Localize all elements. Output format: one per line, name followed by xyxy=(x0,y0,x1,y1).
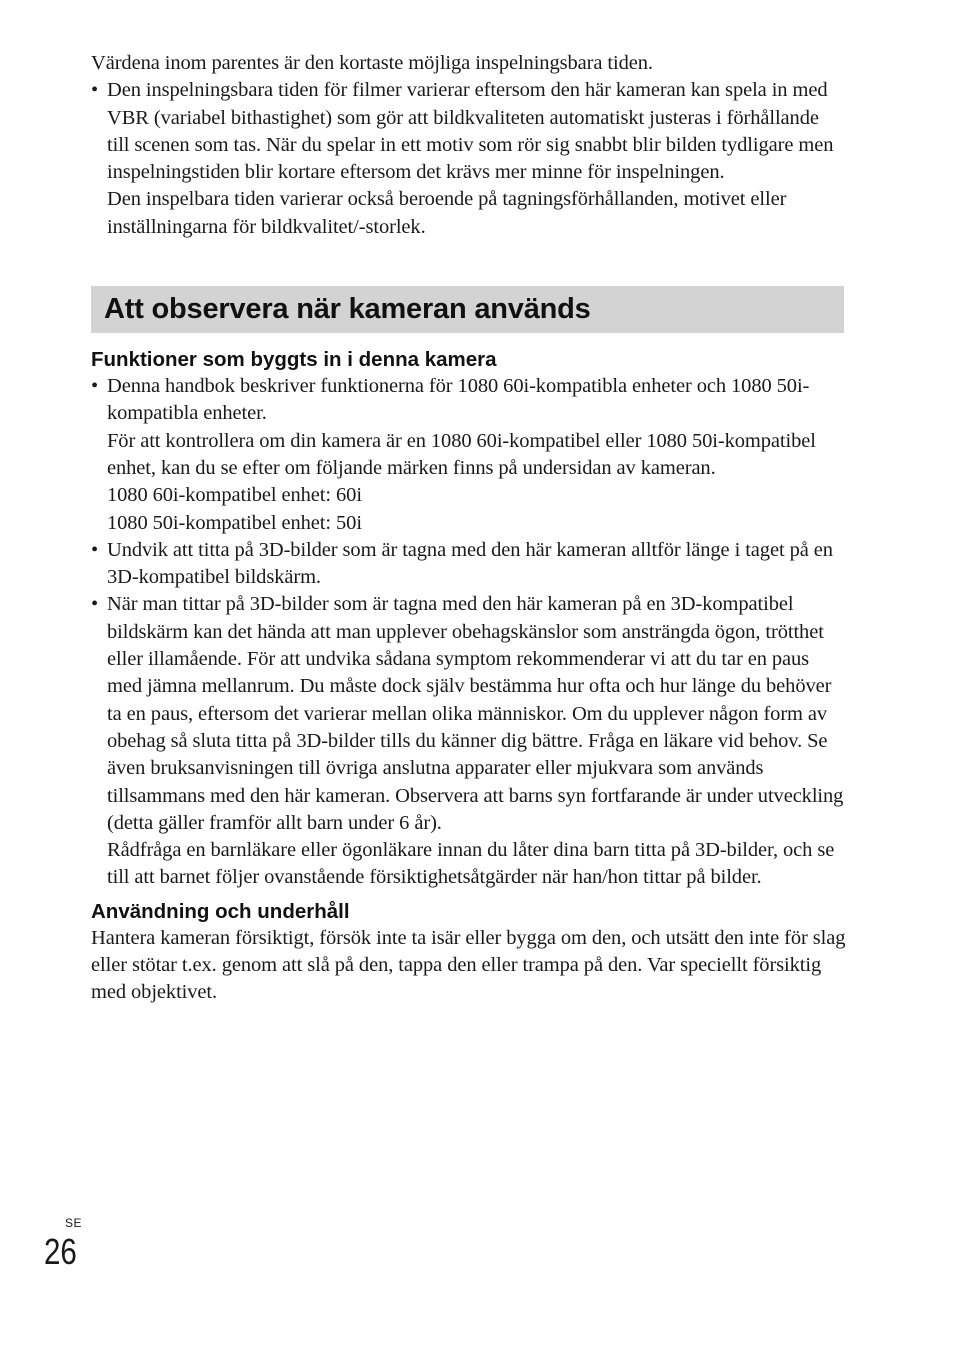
bullet-paragraph: Denna handbok beskriver funktionerna för 1080 60i-kompatibla enheter och 1080 50i-kompatibla enheter. xyxy=(107,375,810,425)
features-bullet-3d-discomfort xyxy=(91,591,846,891)
bullet-paragraph: För att kontrollera om din kamera är en 1080 60i-kompatibel eller 1080 50i-kompatibel enhet, kan du se efter om följande märken finns på undersidan av kameran. xyxy=(107,429,816,479)
subsection-text: Hantera kameran försiktigt, försök inte ta isär eller bygga om den, och utsätt den inte för slag eller stötar t.ex. genom att slå på den, tappa den eller trampa på den. Var speciellt försiktig med objektivet. xyxy=(91,926,846,1004)
bullet-symbol: • xyxy=(91,79,99,102)
page-content xyxy=(91,50,846,1007)
intro-bullet xyxy=(91,77,846,241)
bullet-paragraph: Den inspelningsbara tiden för filmer varierar eftersom den här kameran kan spela in med VBR (variabel bithastighet) som gör att bildkvaliteten automatiskt justeras i förhållande till scenen som tas. När du spelar in ett motiv som rör sig snabbt blir bilden tydligare men inspelningstiden blir kortare eftersom det krävs mer minne för inspelningen. xyxy=(107,79,834,184)
bullet-paragraph: När man tittar på 3D-bilder som är tagna med den här kameran på en 3D-kompatibel bildskärm kan det hända att man upplever obehagskänslor som ansträngda ögon, trötthet eller illamående. För att undvika sådana symptom rekommenderar vi att du tar en paus med jämna mellanrum. Du måste dock själv bestämma hur ofta och hur länge du behöver ta en paus, eftersom det varierar mellan olika människor. Om du upplever någon form av obehag så sluta titta på 3D-bilder tills du känner dig bättre. Fråga en läkare vid behov. Se även bruksanvisningen till övriga anslutna apparater eller mjukvara som används tillsammans med den här kameran. Observera att barns syn fortfarande är under utveckling (detta gäller framför allt barn under 6 år). xyxy=(107,593,844,834)
bullet-paragraph: 1080 50i-kompatibel enhet: 50i xyxy=(107,511,362,534)
intro-text: Värdena inom parentes är den kortaste möjliga inspelningsbara tiden. xyxy=(91,52,653,74)
section-header xyxy=(91,286,844,333)
subsection-title: Funktioner som byggts in i denna kamera xyxy=(91,348,497,372)
bullet-symbol: • xyxy=(91,593,99,616)
features-bullet-1080 xyxy=(91,373,846,537)
bullet-paragraph: Den inspelbara tiden varierar också beroende på tagningsförhållanden, motivet eller inställningarna för bildkvalitet/-storlek. xyxy=(107,188,787,238)
bullet-symbol: • xyxy=(91,538,99,561)
bullet-paragraph: 1080 60i-kompatibel enhet: 60i xyxy=(107,484,362,507)
features-bullet-3d-duration xyxy=(91,537,846,592)
bullet-paragraph: Undvik att titta på 3D-bilder som är tagna med den här kameran alltför länge i taget på en 3D-kompatibel bildskärm. xyxy=(107,538,833,589)
subsection-title: Användning och underhåll xyxy=(91,899,350,923)
bullet-symbol: • xyxy=(91,375,99,398)
section-title: Att observera när kameran används xyxy=(104,293,591,326)
page-number: 26 xyxy=(44,1231,77,1272)
language-code: SE xyxy=(65,1216,83,1230)
bullet-paragraph: Rådfråga en barnläkare eller ögonläkare innan du låter dina barn titta på 3D-bilder, och se till att barnet följer ovanstående försiktighetsåtgärder när han/hon tittar på bilder. xyxy=(107,839,835,889)
